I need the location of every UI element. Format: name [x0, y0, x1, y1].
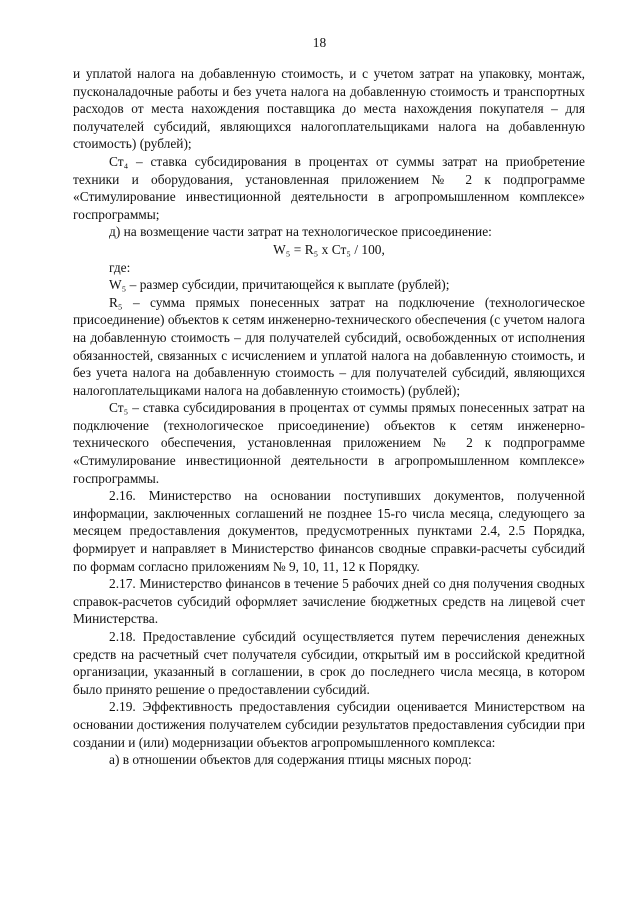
paragraph: д) на возмещение части затрат на технологическое присоединение: [109, 224, 492, 240]
paragraph: 2.17. Министерство финансов в течение 5 рабочих дней со дня получения сводных справок-расчетов субсидий оформляет зачисление бюджетных средств на лицевой счет Министерства. [73, 576, 585, 627]
paragraph: 2.16. Министерство на основании поступивших документов, полученной информации, заключенных соглашений не позднее 15-го числа месяца, следующего за месяцем предоставления документов, предусмотренных пунктами 2.4, 2.5 Порядка, формирует и направляет в Министерство финансов сводные справки-расчеты субсидий по формам согласно приложениям № 9, 10, 11, 12 к Порядку. [73, 488, 585, 574]
paragraph: W₅ – размер субсидии, причитающейся к выплате (рублей); [109, 277, 450, 293]
paragraph: Ст₅ – ставка субсидирования в процентах от суммы прямых понесенных затрат на подключение (технологическое присоединение) объектов к сетям инженерно-технического обеспечения, установленная приложением № 2 к подпрограмме «Стимулирование инвестиционной деятельности в агропромышленном комплексе» госпрограммы. [73, 400, 585, 486]
page-number: 18 [312, 35, 327, 50]
paragraph: где: [109, 259, 131, 275]
paragraph: Ст₄ – ставка субсидирования в процентах от суммы затрат на приобретение техники и оборудования, установленная приложением № 2 к подпрограмме «Стимулирование инвестиционной деятельности в агропромышленном комплексе» госпрограммы; [73, 153, 585, 222]
formula: W₅ = R₅ x Ст₅ / 100, [273, 241, 385, 257]
document-body [73, 65, 585, 769]
paragraph: и уплатой налога на добавленную стоимость, и с учетом затрат на упаковку, монтаж, пусконаладочные работы и без учета налога на добавленную стоимость и транспортных расходов от места нахождения поставщика до места нахождения покупателя – для получателей субсидий, являющихся налогоплательщиками налога на добавленную стоимость) (рублей); [73, 66, 585, 152]
paragraph: а) в отношении объектов для содержания птицы мясных пород: [109, 752, 472, 768]
paragraph: 2.18. Предоставление субсидий осуществляется путем перечисления денежных средств на расчетный счет получателя субсидии, открытый им в российской кредитной организации, указанный в соглашении, в срок до последнего числа месяца, в котором было принято решение о предоставлении субсидий. [73, 629, 585, 697]
paragraph: R₅ – сумма прямых понесенных затрат на подключение (технологическое присоединение) объектов к сетям инженерно-технического обеспечения (с учетом налога на добавленную стоимость – для получателей субсидий, освобожденных от исполнения обязанностей, связанных с исчислением и уплатой налога на добавленную стоимость, и без учета налога на добавленную стоимость – для получателей субсидий, являющихся налогоплательщиками налога на добавленную стоимость) (рублей); [73, 294, 585, 398]
paragraph: 2.19. Эффективность предоставления субсидии оценивается Министерством на основании достижения получателем субсидии результатов предоставления субсидии при создании и (или) модернизации объектов агропромышленного комплекса: [73, 699, 585, 750]
